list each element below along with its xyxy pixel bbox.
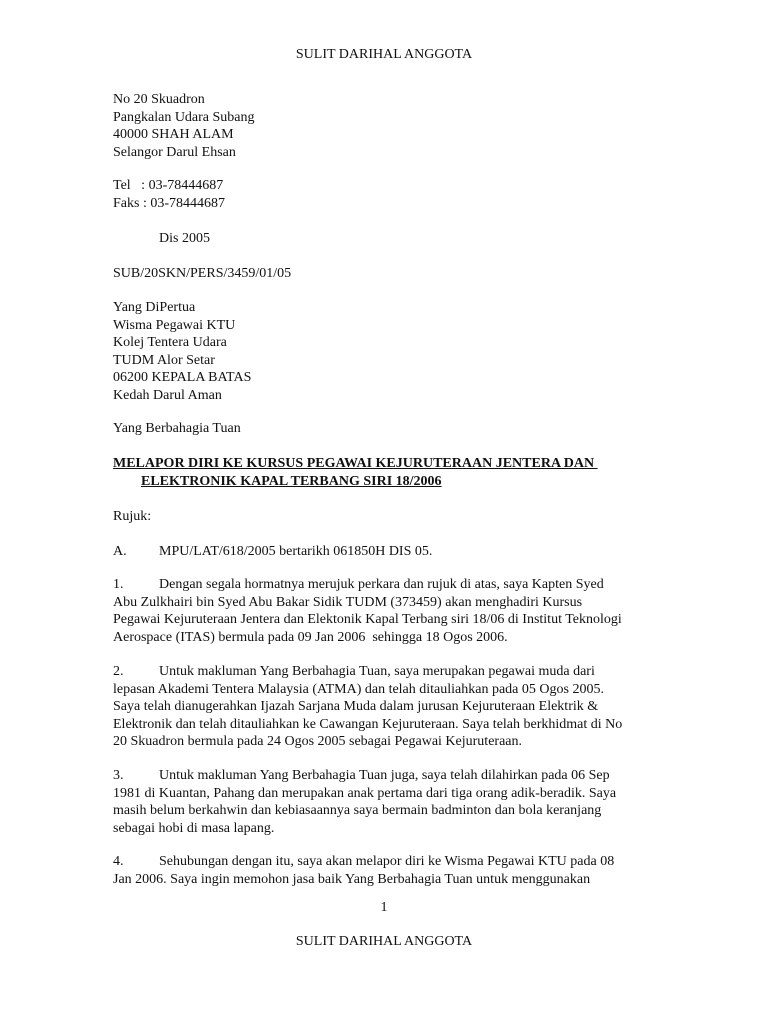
paragraph-3 (113, 767, 658, 837)
fax-line: Faks : 03-78444687 (113, 195, 225, 211)
sender-line: 40000 SHAH ALAM (113, 127, 234, 142)
paragraph-line: Elektronik dan telah ditauliahkan ke Cawangan Kejuruteraan. Saya telah berkhidmat di No (113, 716, 623, 732)
tel-line: Tel : 03-78444687 (113, 178, 224, 193)
recipient-line: Kolej Tentera Udara (113, 335, 227, 350)
paragraph-line: masih belum berkahwin dan kebiasaannya saya bermain badminton dan bola keranjang (113, 803, 602, 818)
recipient-address (113, 299, 658, 404)
paragraph-number: 3. (113, 768, 124, 783)
paragraph-line: 20 Skuadron bermula pada 24 Ogos 2005 sebagai Pegawai Kejuruteraan. (113, 734, 522, 749)
recipient-line: TUDM Alor Setar (113, 352, 215, 368)
paragraph-number: 1. (113, 577, 124, 592)
paragraph-line: Jan 2006. Saya ingin memohon jasa baik Yang Berbahagia Tuan untuk menggunakan (113, 871, 591, 887)
paragraph-line: Dengan segala hormatnya merujuk perkara dan rujuk di atas, saya Kapten Syed (159, 577, 604, 592)
paragraph-2 (113, 663, 658, 751)
paragraph-number: 4. (113, 854, 124, 869)
rujuk-item-text: MPU/LAT/618/2005 bertarikh 061850H DIS 05. (159, 544, 433, 559)
recipient-line: 06200 KEPALA BATAS (113, 370, 252, 385)
paragraph-line: Sehubungan dengan itu, saya akan melapor diri ke Wisma Pegawai KTU pada 08 (159, 854, 615, 869)
rujuk-label: Rujuk: (113, 509, 152, 524)
recipient-line: Kedah Darul Aman (113, 387, 222, 403)
paragraph-line: Pegawai Kejuruteraan Jentera dan Elektonik Kapal Terbang siri 18/06 di Institut Teknologi (113, 612, 622, 627)
recipient-line: Wisma Pegawai KTU (113, 317, 236, 333)
paragraph-line: Untuk makluman Yang Berbahagia Tuan juga, saya telah dilahirkan pada 06 Sep (159, 768, 610, 783)
paragraph-line: lepasan Akademi Tentera Malaysia (ATMA) dan telah ditauliahkan pada 05 Ogos 2005. (113, 681, 604, 697)
page-number: 1 (380, 900, 388, 915)
classification-header: SULIT DARIHAL ANGGOTA (295, 47, 473, 62)
subject-line: MELAPOR DIRI KE KURSUS PEGAWAI KEJURUTERAAN JENTERA DAN (113, 456, 598, 471)
sender-line: No 20 Skuadron (113, 92, 205, 107)
paragraph-line: Untuk makluman Yang Berbahagia Tuan, saya merupakan pegawai muda dari (159, 664, 595, 679)
paragraph-line: Saya telah dianugerahkan Ijazah Sarjana Muda dalam jurusan Kejuruteraan Elektrik & (113, 699, 599, 714)
paragraph-line: Abu Zulkhairi bin Syed Abu Bakar Sidik TUDM (373459) akan menghadiri Kursus (113, 594, 583, 610)
subject-heading (113, 455, 658, 490)
paragraph-4 (113, 853, 658, 888)
contact-info (113, 177, 658, 212)
rujuk-item-letter: A. (113, 544, 127, 559)
paragraph-1 (113, 576, 658, 646)
subject-line: ELEKTRONIK KAPAL TERBANG SIRI 18/2006 (141, 473, 442, 489)
classification-footer: SULIT DARIHAL ANGGOTA (295, 934, 473, 949)
reference-number: SUB/20SKN/PERS/3459/01/05 (113, 266, 292, 281)
paragraph-number: 2. (113, 664, 124, 679)
paragraph-line: sebagai hobi di masa lapang. (113, 820, 275, 836)
rujuk-item (113, 543, 658, 561)
salutation: Yang Berbahagia Tuan (113, 421, 241, 436)
recipient-line: Yang DiPertua (113, 300, 196, 315)
paragraph-line: Aerospace (ITAS) bermula pada 09 Jan 2006 sehingga 18 Ogos 2006. (113, 629, 508, 645)
letter-date: Dis 2005 (159, 231, 210, 246)
sender-address (113, 91, 658, 161)
sender-line: Selangor Darul Ehsan (113, 144, 236, 160)
paragraph-line: 1981 di Kuantan, Pahang dan merupakan anak pertama dari tiga orang adik-beradik. Saya (113, 785, 617, 801)
sender-line: Pangkalan Udara Subang (113, 109, 255, 125)
